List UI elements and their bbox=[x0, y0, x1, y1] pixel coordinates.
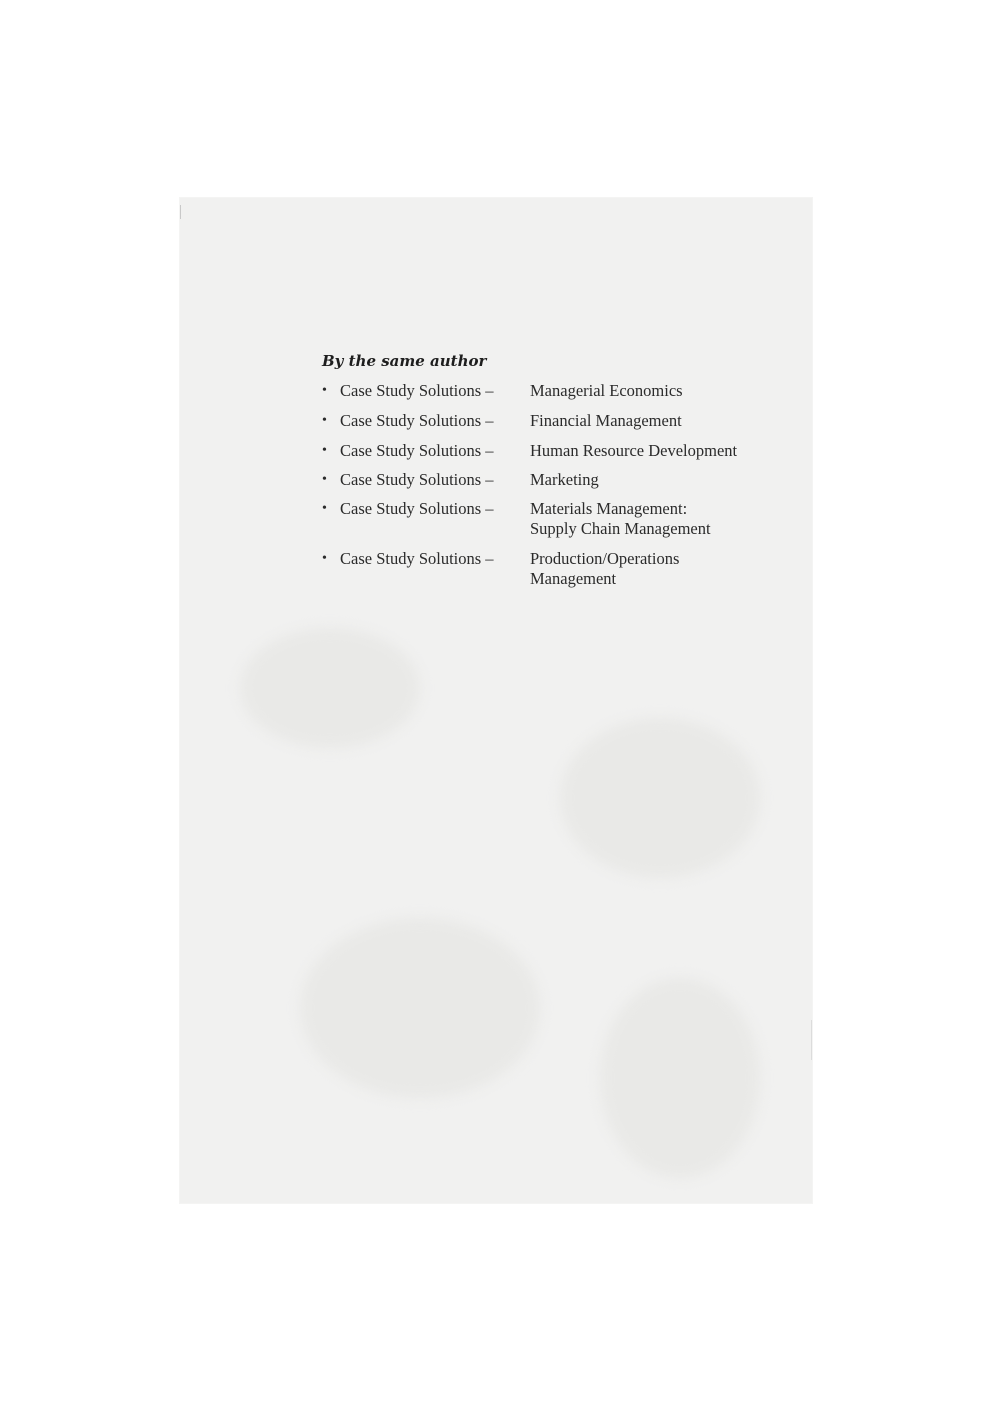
paper-stain bbox=[560, 718, 760, 878]
list-item bbox=[322, 470, 792, 499]
list-item bbox=[322, 549, 792, 593]
paper-stain bbox=[300, 918, 540, 1098]
series-label: Case Study Solutions – bbox=[340, 549, 494, 568]
book-title: Marketing bbox=[530, 470, 599, 489]
series-label: Case Study Solutions – bbox=[340, 381, 494, 400]
bullet-icon: • bbox=[322, 443, 327, 458]
section-heading: By the same author bbox=[322, 352, 487, 370]
page-edge-mark bbox=[811, 1020, 812, 1060]
book-title: Materials Management: Supply Chain Management bbox=[530, 499, 711, 538]
series-label: Case Study Solutions – bbox=[340, 411, 494, 430]
book-title: Production/Operations Management bbox=[530, 549, 680, 588]
paper-stain bbox=[600, 978, 760, 1178]
list-item bbox=[322, 441, 792, 470]
scanned-page bbox=[180, 198, 812, 1203]
list-item bbox=[322, 381, 792, 411]
book-title: Human Resource Development bbox=[530, 441, 738, 460]
bullet-icon: • bbox=[322, 383, 327, 398]
bullet-icon: • bbox=[322, 472, 327, 487]
page-edge-mark bbox=[180, 205, 181, 219]
book-list bbox=[322, 381, 792, 593]
list-item bbox=[322, 411, 792, 441]
book-title: Managerial Economics bbox=[530, 381, 683, 400]
bullet-icon: • bbox=[322, 413, 327, 428]
paper-stain bbox=[240, 628, 420, 748]
book-title: Financial Management bbox=[530, 411, 682, 430]
list-item bbox=[322, 499, 792, 549]
series-label: Case Study Solutions – bbox=[340, 499, 494, 518]
series-label: Case Study Solutions – bbox=[340, 441, 494, 460]
bullet-icon: • bbox=[322, 551, 327, 566]
bullet-icon: • bbox=[322, 501, 327, 516]
series-label: Case Study Solutions – bbox=[340, 470, 494, 489]
